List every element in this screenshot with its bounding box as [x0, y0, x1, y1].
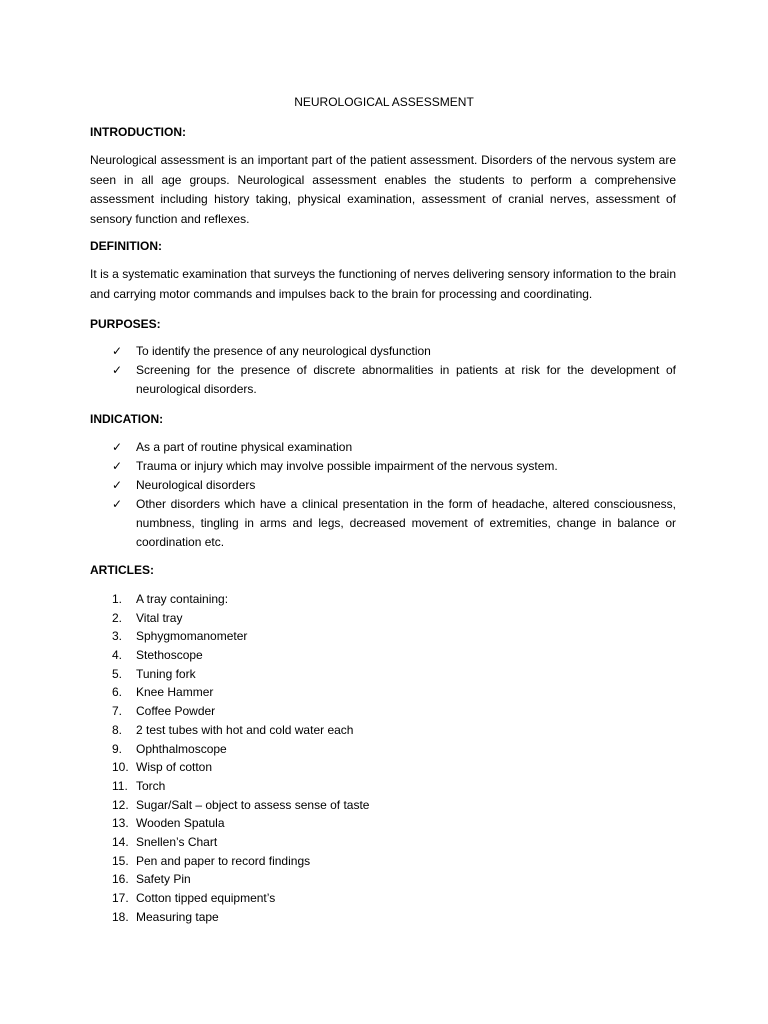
- item-text: Snellen’s Chart: [136, 834, 218, 849]
- list-item-text: Trauma or injury which may involve possible impairment of the nervous system.: [136, 459, 558, 473]
- list-item: [112, 889, 672, 908]
- list-item: [112, 590, 672, 609]
- check-icon: ✓: [112, 497, 123, 511]
- indication-list: [112, 438, 676, 552]
- check-icon: ✓: [112, 459, 123, 473]
- list-item: [112, 665, 672, 684]
- item-text: Tuning fork: [136, 666, 196, 681]
- item-text: Vital tray: [136, 610, 183, 625]
- list-item: [112, 342, 676, 361]
- item-text: 2 test tubes with hot and cold water each: [136, 722, 354, 737]
- item-text: Coffee Powder: [136, 704, 216, 719]
- document-title: NEUROLOGICAL ASSESSMENT: [294, 95, 474, 109]
- check-icon: ✓: [112, 363, 123, 377]
- list-item: [112, 908, 672, 927]
- definition-text: It is a systematic examination that surveys the functioning of nerves delivering sensory information to the brain and carrying motor commands and impulses back to the brain for processing and coordinating.: [90, 267, 676, 301]
- item-number: 11.: [112, 778, 128, 793]
- articles-list: [112, 590, 672, 926]
- list-item: [112, 627, 672, 646]
- list-item: [112, 646, 672, 665]
- item-number: 7.: [112, 704, 123, 719]
- articles-heading: ARTICLES:: [90, 563, 154, 577]
- item-number: 14.: [112, 834, 129, 849]
- list-item: [112, 721, 672, 740]
- introduction-heading: INTRODUCTION:: [90, 125, 186, 139]
- check-icon: ✓: [112, 440, 123, 454]
- item-text: Measuring tape: [136, 909, 219, 924]
- item-text: Torch: [136, 778, 166, 793]
- list-item: [112, 476, 676, 495]
- list-item: [112, 796, 672, 815]
- introduction-text: Neurological assessment is an important part of the patient assessment. Disorders of the nervous system are seen in all age groups. Neurological assessment enables the students to perform a comprehensive assessment including history taking, physical examination, assessment of cranial nerves, assessment of sensory function and reflexes.: [90, 153, 676, 226]
- indication-heading: INDICATION:: [90, 412, 164, 426]
- item-text: Wooden Spatula: [136, 816, 225, 831]
- purposes-heading: PURPOSES:: [90, 317, 161, 331]
- item-text: Ophthalmoscope: [136, 741, 227, 756]
- list-item: [112, 833, 672, 852]
- list-item: [112, 777, 672, 796]
- check-icon: ✓: [112, 478, 123, 492]
- list-item-text: As a part of routine physical examination: [136, 440, 353, 454]
- list-item: [112, 814, 672, 833]
- list-item: [112, 870, 672, 889]
- list-item: [112, 361, 676, 399]
- item-text: Safety Pin: [136, 872, 191, 887]
- definition-heading: DEFINITION:: [90, 239, 162, 253]
- item-text: A tray containing:: [136, 592, 229, 606]
- item-number: 18.: [112, 909, 129, 924]
- item-text: Sugar/Salt – object to assess sense of taste: [136, 797, 370, 812]
- list-item: [112, 702, 672, 721]
- item-number: 4.: [112, 648, 123, 663]
- list-item: [112, 495, 676, 552]
- item-text: Wisp of cotton: [136, 760, 213, 775]
- check-icon: ✓: [112, 344, 123, 358]
- item-number: 6.: [112, 685, 123, 700]
- item-text: Knee Hammer: [136, 685, 214, 700]
- item-number: 17.: [112, 891, 129, 905]
- list-item: [112, 457, 676, 476]
- item-text: Pen and paper to record findings: [136, 853, 311, 868]
- list-item: [112, 438, 676, 457]
- list-item: [112, 683, 672, 702]
- list-item: [112, 758, 672, 777]
- item-number: 15.: [112, 853, 129, 868]
- item-number: 12.: [112, 797, 129, 812]
- item-text: Stethoscope: [136, 648, 203, 663]
- list-item-text: Neurological disorders: [136, 478, 256, 492]
- purposes-list: [112, 342, 676, 399]
- item-number: 3.: [112, 629, 123, 644]
- item-number: 5.: [112, 666, 123, 681]
- item-number: 9.: [112, 741, 123, 756]
- list-item-text: Other disorders which have a clinical presentation in the form of headache, altered consciousness, numbness, tingling in arms and legs, decreased movement of extremities, change in balance or coordination etc.: [136, 497, 676, 549]
- item-number: 10.: [112, 760, 129, 775]
- item-number: 2.: [112, 610, 123, 625]
- list-item: [112, 740, 672, 759]
- list-item: [112, 609, 672, 628]
- item-text: Cotton tipped equipment’s: [136, 891, 276, 905]
- item-number: 1.: [112, 592, 123, 606]
- item-number: 8.: [112, 722, 123, 737]
- item-text: Sphygmomanometer: [136, 629, 248, 644]
- item-number: 13.: [112, 816, 129, 831]
- list-item: [112, 852, 672, 871]
- list-item-text: Screening for the presence of discrete abnormalities in patients at risk for the development of neurological disorders.: [136, 363, 676, 396]
- item-number: 16.: [112, 872, 129, 887]
- list-item-text: To identify the presence of any neurological dysfunction: [136, 344, 431, 358]
